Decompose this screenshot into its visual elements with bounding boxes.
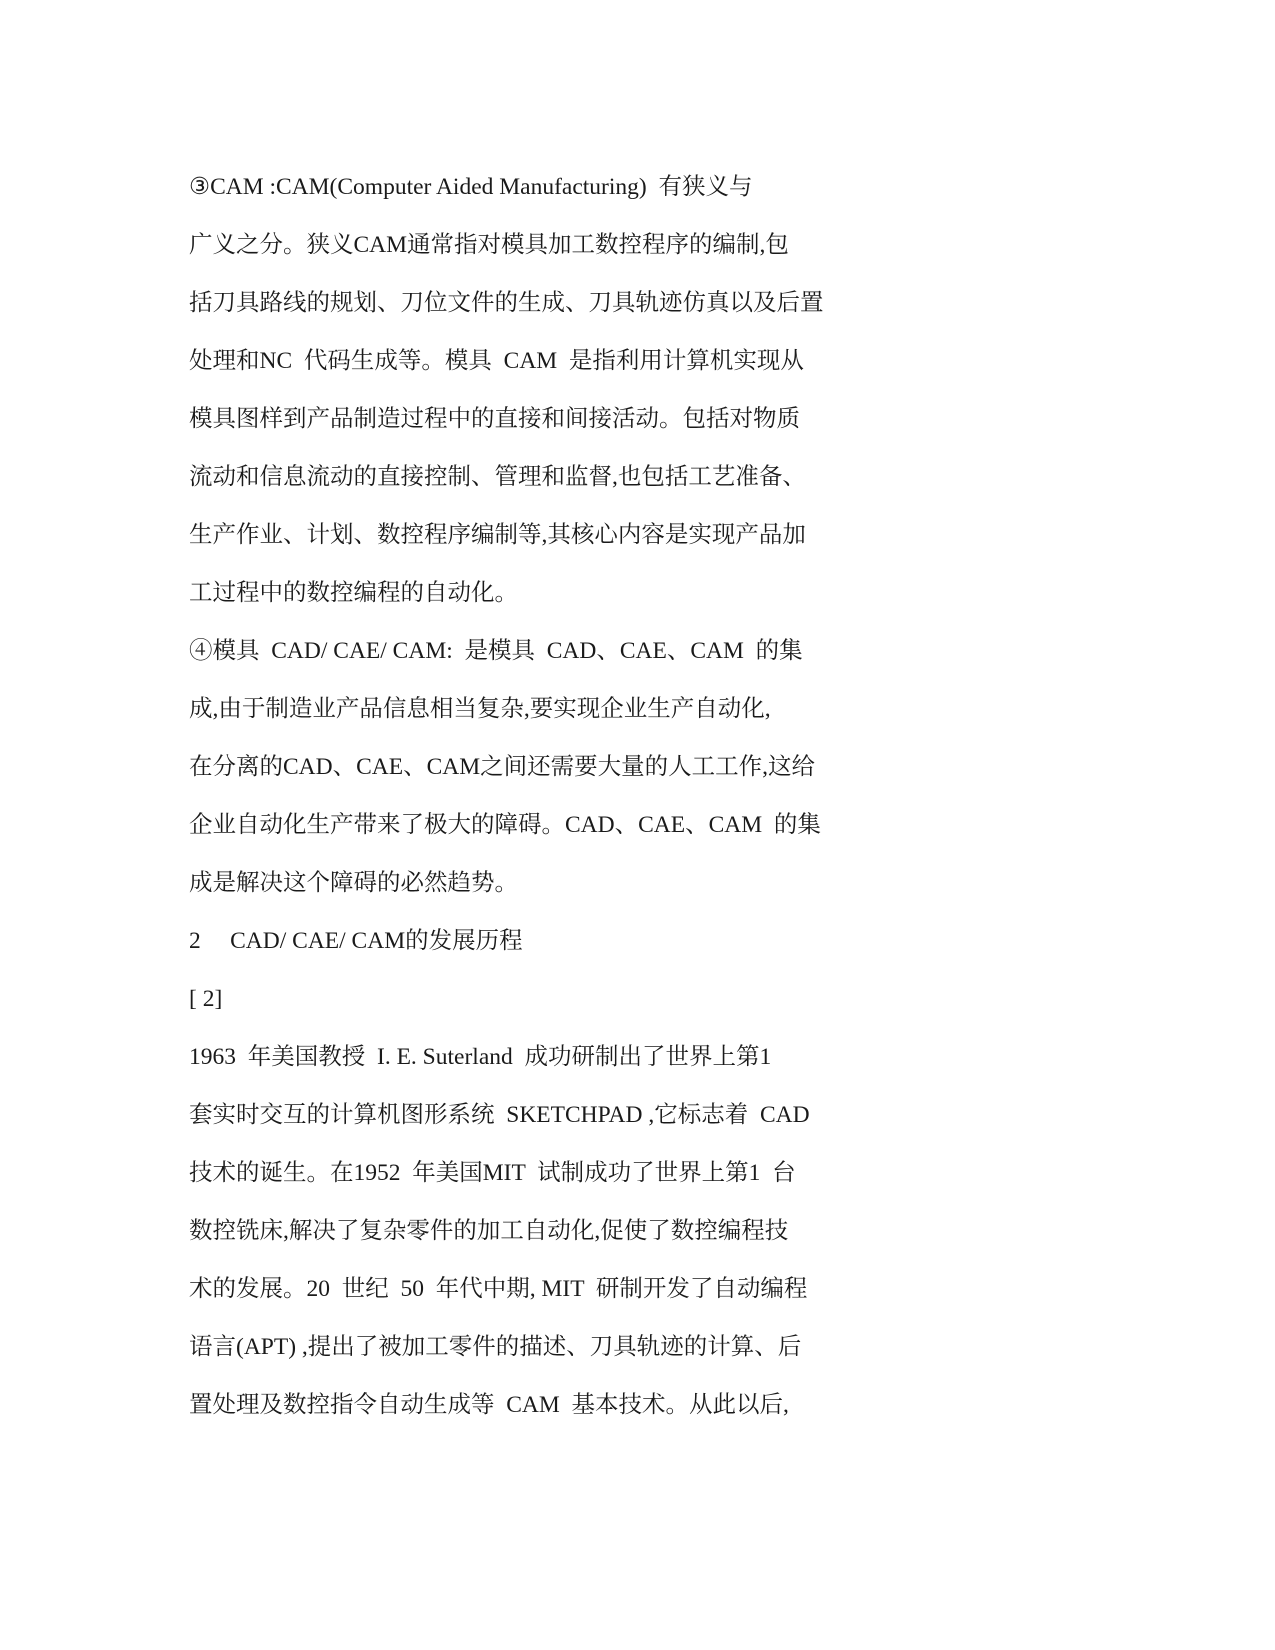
text-line: 流动和信息流动的直接控制、管理和监督,也包括工艺准备、 [189,464,806,490]
text-line: 生产作业、计划、数控程序编制等,其核心内容是实现产品加 [189,522,806,548]
text-line: 语言(APT) ,提出了被加工零件的描述、刀具轨迹的计算、后 [189,1334,802,1360]
section-heading: 2 CAD/ CAE/ CAM的发展历程 [189,928,523,954]
text-line: 括刀具路线的规划、刀位文件的生成、刀具轨迹仿真以及后置 [189,290,824,316]
text-line: 企业自动化生产带来了极大的障碍。CAD、CAE、CAM 的集 [189,812,821,838]
text-line: 技术的诞生。在1952 年美国MIT 试制成功了世界上第1 台 [189,1160,796,1186]
text-line: 工过程中的数控编程的自动化。 [189,580,518,606]
text-line: 在分离的CAD、CAE、CAM之间还需要大量的人工工作,这给 [189,754,816,780]
text-line: 广义之分。狭义CAM通常指对模具加工数控程序的编制,包 [189,232,789,258]
text-line: 模具图样到产品制造过程中的直接和间接活动。包括对物质 [189,406,800,432]
text-line: 置处理及数控指令自动生成等 CAM 基本技术。从此以后, [189,1392,789,1418]
text-line: 术的发展。20 世纪 50 年代中期, MIT 研制开发了自动编程 [189,1276,808,1302]
text-line: 成,由于制造业产品信息相当复杂,要实现企业生产自动化, [189,696,771,722]
text-line: 套实时交互的计算机图形系统 SKETCHPAD ,它标志着 CAD [189,1102,810,1128]
text-line: 处理和NC 代码生成等。模具 CAM 是指利用计算机实现从 [189,348,804,374]
text-line: 数控铣床,解决了复杂零件的加工自动化,促使了数控编程技 [189,1218,789,1244]
text-line: ④模具 CAD/ CAE/ CAM: 是模具 CAD、CAE、CAM 的集 [189,638,803,664]
text-line: ③CAM :CAM(Computer Aided Manufacturing) 有狭义与 [189,174,753,200]
text-line: 成是解决这个障碍的必然趋势。 [189,870,518,896]
text-line: 1963 年美国教授 I. E. Suterland 成功研制出了世界上第1 [189,1044,772,1070]
reference-marker: [ 2] [189,986,223,1012]
